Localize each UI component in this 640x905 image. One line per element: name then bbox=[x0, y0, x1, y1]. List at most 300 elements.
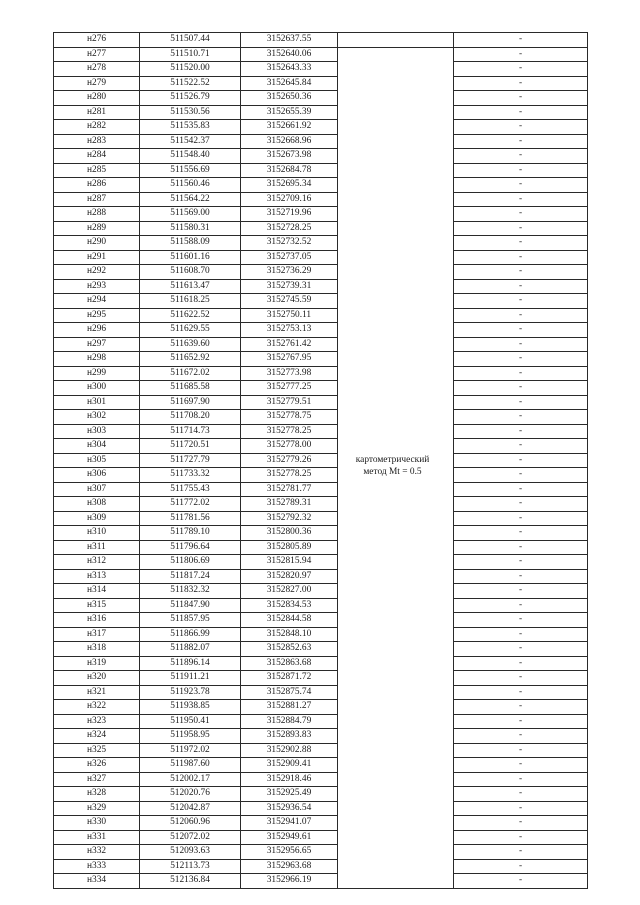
error-cell: - bbox=[454, 743, 588, 758]
x-coordinate-cell: 511806.69 bbox=[140, 555, 241, 570]
method-column-cell bbox=[338, 656, 454, 671]
method-column-cell bbox=[338, 221, 454, 236]
y-coordinate-cell: 3152655.39 bbox=[241, 105, 338, 120]
error-cell: - bbox=[454, 323, 588, 338]
y-coordinate-cell: 3152875.74 bbox=[241, 685, 338, 700]
method-column-cell bbox=[338, 511, 454, 526]
point-id-cell: н329 bbox=[54, 801, 140, 816]
y-coordinate-cell: 3152966.19 bbox=[241, 874, 338, 889]
method-column-cell bbox=[338, 859, 454, 874]
y-coordinate-cell: 3152640.06 bbox=[241, 47, 338, 62]
error-cell: - bbox=[454, 540, 588, 555]
point-id-cell: н317 bbox=[54, 627, 140, 642]
x-coordinate-cell: 511530.56 bbox=[140, 105, 241, 120]
x-coordinate-cell: 511958.95 bbox=[140, 729, 241, 744]
x-coordinate-cell: 511896.14 bbox=[140, 656, 241, 671]
x-coordinate-cell: 511781.56 bbox=[140, 511, 241, 526]
x-coordinate-cell: 512002.17 bbox=[140, 772, 241, 787]
table-row bbox=[54, 482, 588, 497]
point-id-cell: н330 bbox=[54, 816, 140, 831]
method-column-cell bbox=[338, 540, 454, 555]
error-cell: - bbox=[454, 685, 588, 700]
y-coordinate-cell: 3152792.32 bbox=[241, 511, 338, 526]
error-cell: - bbox=[454, 163, 588, 178]
method-column-cell bbox=[338, 830, 454, 845]
point-id-cell: н320 bbox=[54, 671, 140, 686]
point-id-cell: н319 bbox=[54, 656, 140, 671]
y-coordinate-cell: 3152789.31 bbox=[241, 497, 338, 512]
y-coordinate-cell: 3152893.83 bbox=[241, 729, 338, 744]
y-coordinate-cell: 3152761.42 bbox=[241, 337, 338, 352]
x-coordinate-cell: 511950.41 bbox=[140, 714, 241, 729]
y-coordinate-cell: 3152753.13 bbox=[241, 323, 338, 338]
method-column-cell bbox=[338, 163, 454, 178]
method-column-cell bbox=[338, 526, 454, 541]
error-cell: - bbox=[454, 294, 588, 309]
error-cell: - bbox=[454, 656, 588, 671]
table-row bbox=[54, 656, 588, 671]
table-row bbox=[54, 497, 588, 512]
x-coordinate-cell: 511520.00 bbox=[140, 62, 241, 77]
table-row bbox=[54, 149, 588, 164]
point-id-cell: н312 bbox=[54, 555, 140, 570]
table-row bbox=[54, 337, 588, 352]
point-id-cell: н287 bbox=[54, 192, 140, 207]
point-id-cell: н334 bbox=[54, 874, 140, 889]
x-coordinate-cell: 511697.90 bbox=[140, 395, 241, 410]
table-row bbox=[54, 613, 588, 628]
error-cell: - bbox=[454, 381, 588, 396]
y-coordinate-cell: 3152963.68 bbox=[241, 859, 338, 874]
table-row bbox=[54, 671, 588, 686]
point-id-cell: н276 bbox=[54, 33, 140, 48]
error-cell: - bbox=[454, 511, 588, 526]
point-id-cell: н286 bbox=[54, 178, 140, 193]
table-row bbox=[54, 323, 588, 338]
x-coordinate-cell: 511708.20 bbox=[140, 410, 241, 425]
error-cell: - bbox=[454, 236, 588, 251]
point-id-cell: н315 bbox=[54, 598, 140, 613]
x-coordinate-cell: 511535.83 bbox=[140, 120, 241, 135]
coordinates-table bbox=[53, 32, 588, 889]
x-coordinate-cell: 511526.79 bbox=[140, 91, 241, 106]
error-cell: - bbox=[454, 714, 588, 729]
x-coordinate-cell: 511639.60 bbox=[140, 337, 241, 352]
table-row bbox=[54, 207, 588, 222]
error-cell: - bbox=[454, 352, 588, 367]
point-id-cell: н305 bbox=[54, 453, 140, 468]
table-row bbox=[54, 424, 588, 439]
point-id-cell: н300 bbox=[54, 381, 140, 396]
table-row bbox=[54, 714, 588, 729]
point-id-cell: н277 bbox=[54, 47, 140, 62]
table-row bbox=[54, 787, 588, 802]
error-cell: - bbox=[454, 308, 588, 323]
x-coordinate-cell: 511714.73 bbox=[140, 424, 241, 439]
method-column-cell bbox=[338, 47, 454, 62]
method-column-cell bbox=[338, 337, 454, 352]
method-column-cell bbox=[338, 874, 454, 889]
method-column-cell bbox=[338, 845, 454, 860]
x-coordinate-cell: 511755.43 bbox=[140, 482, 241, 497]
y-coordinate-cell: 3152800.36 bbox=[241, 526, 338, 541]
y-coordinate-cell: 3152949.61 bbox=[241, 830, 338, 845]
table-row bbox=[54, 105, 588, 120]
error-cell: - bbox=[454, 555, 588, 570]
method-column-cell bbox=[338, 497, 454, 512]
point-id-cell: н285 bbox=[54, 163, 140, 178]
method-column-cell bbox=[338, 134, 454, 149]
x-coordinate-cell: 511733.32 bbox=[140, 468, 241, 483]
x-coordinate-cell: 511987.60 bbox=[140, 758, 241, 773]
error-cell: - bbox=[454, 410, 588, 425]
error-cell: - bbox=[454, 874, 588, 889]
table-row bbox=[54, 395, 588, 410]
table-row bbox=[54, 540, 588, 555]
error-cell: - bbox=[454, 497, 588, 512]
x-coordinate-cell: 511542.37 bbox=[140, 134, 241, 149]
y-coordinate-cell: 3152936.54 bbox=[241, 801, 338, 816]
y-coordinate-cell: 3152777.25 bbox=[241, 381, 338, 396]
x-coordinate-cell: 511866.99 bbox=[140, 627, 241, 642]
error-cell: - bbox=[454, 598, 588, 613]
x-coordinate-cell: 511652.92 bbox=[140, 352, 241, 367]
point-id-cell: н322 bbox=[54, 700, 140, 715]
x-coordinate-cell: 511569.00 bbox=[140, 207, 241, 222]
point-id-cell: н288 bbox=[54, 207, 140, 222]
point-id-cell: н303 bbox=[54, 424, 140, 439]
method-column-cell bbox=[338, 33, 454, 48]
error-cell: - bbox=[454, 47, 588, 62]
method-column-cell bbox=[338, 700, 454, 715]
error-cell: - bbox=[454, 758, 588, 773]
table-row bbox=[54, 250, 588, 265]
point-id-cell: н295 bbox=[54, 308, 140, 323]
table-row bbox=[54, 598, 588, 613]
y-coordinate-cell: 3152956.65 bbox=[241, 845, 338, 860]
x-coordinate-cell: 511938.85 bbox=[140, 700, 241, 715]
y-coordinate-cell: 3152709.16 bbox=[241, 192, 338, 207]
error-cell: - bbox=[454, 395, 588, 410]
point-id-cell: н324 bbox=[54, 729, 140, 744]
table-row bbox=[54, 352, 588, 367]
error-cell: - bbox=[454, 424, 588, 439]
error-cell: - bbox=[454, 337, 588, 352]
method-column-cell bbox=[338, 91, 454, 106]
x-coordinate-cell: 511685.58 bbox=[140, 381, 241, 396]
y-coordinate-cell: 3152881.27 bbox=[241, 700, 338, 715]
y-coordinate-cell: 3152778.25 bbox=[241, 424, 338, 439]
point-id-cell: н309 bbox=[54, 511, 140, 526]
y-coordinate-cell: 3152918.46 bbox=[241, 772, 338, 787]
method-column-cell bbox=[338, 598, 454, 613]
error-cell: - bbox=[454, 76, 588, 91]
x-coordinate-cell: 511510.71 bbox=[140, 47, 241, 62]
table-row bbox=[54, 743, 588, 758]
x-coordinate-cell: 511972.02 bbox=[140, 743, 241, 758]
error-cell: - bbox=[454, 642, 588, 657]
method-column-cell bbox=[338, 395, 454, 410]
y-coordinate-cell: 3152719.96 bbox=[241, 207, 338, 222]
table-row bbox=[54, 816, 588, 831]
error-cell: - bbox=[454, 830, 588, 845]
point-id-cell: н294 bbox=[54, 294, 140, 309]
error-cell: - bbox=[454, 120, 588, 135]
table-row bbox=[54, 627, 588, 642]
x-coordinate-cell: 511580.31 bbox=[140, 221, 241, 236]
table-row bbox=[54, 555, 588, 570]
method-column-cell bbox=[338, 410, 454, 425]
point-id-cell: н314 bbox=[54, 584, 140, 599]
method-column-cell bbox=[338, 743, 454, 758]
error-cell: - bbox=[454, 671, 588, 686]
x-coordinate-cell: 511857.95 bbox=[140, 613, 241, 628]
y-coordinate-cell: 3152739.31 bbox=[241, 279, 338, 294]
y-coordinate-cell: 3152781.77 bbox=[241, 482, 338, 497]
y-coordinate-cell: 3152645.84 bbox=[241, 76, 338, 91]
point-id-cell: н306 bbox=[54, 468, 140, 483]
method-column-cell bbox=[338, 62, 454, 77]
error-cell: - bbox=[454, 729, 588, 744]
y-coordinate-cell: 3152773.98 bbox=[241, 366, 338, 381]
method-column-cell bbox=[338, 366, 454, 381]
y-coordinate-cell: 3152732.52 bbox=[241, 236, 338, 251]
point-id-cell: н323 bbox=[54, 714, 140, 729]
point-id-cell: н281 bbox=[54, 105, 140, 120]
y-coordinate-cell: 3152779.26 bbox=[241, 453, 338, 468]
error-cell: - bbox=[454, 787, 588, 802]
error-cell: - bbox=[454, 62, 588, 77]
table-row bbox=[54, 91, 588, 106]
error-cell: - bbox=[454, 613, 588, 628]
point-id-cell: н304 bbox=[54, 439, 140, 454]
y-coordinate-cell: 3152871.72 bbox=[241, 671, 338, 686]
y-coordinate-cell: 3152805.89 bbox=[241, 540, 338, 555]
x-coordinate-cell: 511613.47 bbox=[140, 279, 241, 294]
method-column-cell bbox=[338, 207, 454, 222]
table-row bbox=[54, 453, 588, 468]
method-column-cell bbox=[338, 323, 454, 338]
method-column-cell bbox=[338, 714, 454, 729]
table-row bbox=[54, 584, 588, 599]
table-row bbox=[54, 468, 588, 483]
method-column-cell bbox=[338, 76, 454, 91]
error-cell: - bbox=[454, 816, 588, 831]
table-row bbox=[54, 569, 588, 584]
method-note bbox=[336, 454, 449, 478]
method-column-cell bbox=[338, 482, 454, 497]
x-coordinate-cell: 511556.69 bbox=[140, 163, 241, 178]
table-row bbox=[54, 526, 588, 541]
error-cell: - bbox=[454, 366, 588, 381]
x-coordinate-cell: 511796.64 bbox=[140, 540, 241, 555]
method-column-cell bbox=[338, 671, 454, 686]
method-column-cell bbox=[338, 105, 454, 120]
x-coordinate-cell: 512093.63 bbox=[140, 845, 241, 860]
x-coordinate-cell: 511672.02 bbox=[140, 366, 241, 381]
table-row bbox=[54, 294, 588, 309]
table-row bbox=[54, 642, 588, 657]
method-column-cell bbox=[338, 816, 454, 831]
point-id-cell: н301 bbox=[54, 395, 140, 410]
x-coordinate-cell: 511832.32 bbox=[140, 584, 241, 599]
y-coordinate-cell: 3152673.98 bbox=[241, 149, 338, 164]
error-cell: - bbox=[454, 149, 588, 164]
point-id-cell: н313 bbox=[54, 569, 140, 584]
method-column-cell bbox=[338, 250, 454, 265]
error-cell: - bbox=[454, 33, 588, 48]
error-cell: - bbox=[454, 250, 588, 265]
point-id-cell: н307 bbox=[54, 482, 140, 497]
point-id-cell: н311 bbox=[54, 540, 140, 555]
method-note-line-2: метод Mt = 0.5 bbox=[363, 467, 422, 477]
table-row bbox=[54, 76, 588, 91]
point-id-cell: н331 bbox=[54, 830, 140, 845]
method-column-cell bbox=[338, 279, 454, 294]
y-coordinate-cell: 3152643.33 bbox=[241, 62, 338, 77]
x-coordinate-cell: 511601.16 bbox=[140, 250, 241, 265]
point-id-cell: н326 bbox=[54, 758, 140, 773]
x-coordinate-cell: 511911.21 bbox=[140, 671, 241, 686]
y-coordinate-cell: 3152668.96 bbox=[241, 134, 338, 149]
y-coordinate-cell: 3152750.11 bbox=[241, 308, 338, 323]
error-cell: - bbox=[454, 526, 588, 541]
x-coordinate-cell: 511923.78 bbox=[140, 685, 241, 700]
method-column-cell bbox=[338, 265, 454, 280]
table-row bbox=[54, 308, 588, 323]
table-row bbox=[54, 758, 588, 773]
y-coordinate-cell: 3152820.97 bbox=[241, 569, 338, 584]
method-column-cell bbox=[338, 627, 454, 642]
table-row bbox=[54, 134, 588, 149]
x-coordinate-cell: 511564.22 bbox=[140, 192, 241, 207]
x-coordinate-cell: 511522.52 bbox=[140, 76, 241, 91]
method-column-cell bbox=[338, 149, 454, 164]
table-row bbox=[54, 62, 588, 77]
x-coordinate-cell: 511629.55 bbox=[140, 323, 241, 338]
x-coordinate-cell: 512042.87 bbox=[140, 801, 241, 816]
y-coordinate-cell: 3152736.29 bbox=[241, 265, 338, 280]
error-cell: - bbox=[454, 584, 588, 599]
point-id-cell: н290 bbox=[54, 236, 140, 251]
error-cell: - bbox=[454, 845, 588, 860]
y-coordinate-cell: 3152884.79 bbox=[241, 714, 338, 729]
x-coordinate-cell: 511727.79 bbox=[140, 453, 241, 468]
y-coordinate-cell: 3152902.88 bbox=[241, 743, 338, 758]
point-id-cell: н308 bbox=[54, 497, 140, 512]
table-row bbox=[54, 366, 588, 381]
y-coordinate-cell: 3152778.25 bbox=[241, 468, 338, 483]
y-coordinate-cell: 3152778.75 bbox=[241, 410, 338, 425]
point-id-cell: н293 bbox=[54, 279, 140, 294]
y-coordinate-cell: 3152728.25 bbox=[241, 221, 338, 236]
point-id-cell: н325 bbox=[54, 743, 140, 758]
error-cell: - bbox=[454, 627, 588, 642]
method-column-cell bbox=[338, 758, 454, 773]
x-coordinate-cell: 511847.90 bbox=[140, 598, 241, 613]
point-id-cell: н302 bbox=[54, 410, 140, 425]
table-row bbox=[54, 874, 588, 889]
method-column-cell bbox=[338, 294, 454, 309]
error-cell: - bbox=[454, 772, 588, 787]
error-cell: - bbox=[454, 859, 588, 874]
x-coordinate-cell: 511882.07 bbox=[140, 642, 241, 657]
x-coordinate-cell: 511588.09 bbox=[140, 236, 241, 251]
point-id-cell: н299 bbox=[54, 366, 140, 381]
point-id-cell: н316 bbox=[54, 613, 140, 628]
x-coordinate-cell: 511507.44 bbox=[140, 33, 241, 48]
point-id-cell: н318 bbox=[54, 642, 140, 657]
error-cell: - bbox=[454, 468, 588, 483]
x-coordinate-cell: 511622.52 bbox=[140, 308, 241, 323]
y-coordinate-cell: 3152779.51 bbox=[241, 395, 338, 410]
y-coordinate-cell: 3152941.07 bbox=[241, 816, 338, 831]
x-coordinate-cell: 512020.76 bbox=[140, 787, 241, 802]
error-cell: - bbox=[454, 569, 588, 584]
error-cell: - bbox=[454, 192, 588, 207]
method-column-cell bbox=[338, 120, 454, 135]
table-row bbox=[54, 33, 588, 48]
error-cell: - bbox=[454, 265, 588, 280]
method-column-cell bbox=[338, 192, 454, 207]
table-row bbox=[54, 801, 588, 816]
method-note-line-1: картометрический bbox=[355, 455, 430, 465]
y-coordinate-cell: 3152844.58 bbox=[241, 613, 338, 628]
y-coordinate-cell: 3152778.00 bbox=[241, 439, 338, 454]
point-id-cell: н282 bbox=[54, 120, 140, 135]
x-coordinate-cell: 512072.02 bbox=[140, 830, 241, 845]
x-coordinate-cell: 511789.10 bbox=[140, 526, 241, 541]
error-cell: - bbox=[454, 439, 588, 454]
point-id-cell: н327 bbox=[54, 772, 140, 787]
y-coordinate-cell: 3152745.59 bbox=[241, 294, 338, 309]
method-column-cell bbox=[338, 584, 454, 599]
table-row bbox=[54, 511, 588, 526]
y-coordinate-cell: 3152848.10 bbox=[241, 627, 338, 642]
y-coordinate-cell: 3152661.92 bbox=[241, 120, 338, 135]
y-coordinate-cell: 3152827.00 bbox=[241, 584, 338, 599]
table-row bbox=[54, 700, 588, 715]
table-row bbox=[54, 410, 588, 425]
y-coordinate-cell: 3152767.95 bbox=[241, 352, 338, 367]
error-cell: - bbox=[454, 221, 588, 236]
point-id-cell: н280 bbox=[54, 91, 140, 106]
point-id-cell: н278 bbox=[54, 62, 140, 77]
point-id-cell: н279 bbox=[54, 76, 140, 91]
point-id-cell: н332 bbox=[54, 845, 140, 860]
method-column-cell bbox=[338, 381, 454, 396]
x-coordinate-cell: 511560.46 bbox=[140, 178, 241, 193]
method-column-cell bbox=[338, 801, 454, 816]
table-row bbox=[54, 221, 588, 236]
error-cell: - bbox=[454, 134, 588, 149]
method-column-cell bbox=[338, 787, 454, 802]
y-coordinate-cell: 3152815.94 bbox=[241, 555, 338, 570]
method-column-cell bbox=[338, 236, 454, 251]
point-id-cell: н291 bbox=[54, 250, 140, 265]
table-row bbox=[54, 845, 588, 860]
method-column-cell bbox=[338, 424, 454, 439]
point-id-cell: н298 bbox=[54, 352, 140, 367]
x-coordinate-cell: 511720.51 bbox=[140, 439, 241, 454]
x-coordinate-cell: 511608.70 bbox=[140, 265, 241, 280]
method-column-cell bbox=[338, 555, 454, 570]
method-column-cell bbox=[338, 613, 454, 628]
point-id-cell: н328 bbox=[54, 787, 140, 802]
y-coordinate-cell: 3152852.63 bbox=[241, 642, 338, 657]
y-coordinate-cell: 3152684.78 bbox=[241, 163, 338, 178]
point-id-cell: н289 bbox=[54, 221, 140, 236]
